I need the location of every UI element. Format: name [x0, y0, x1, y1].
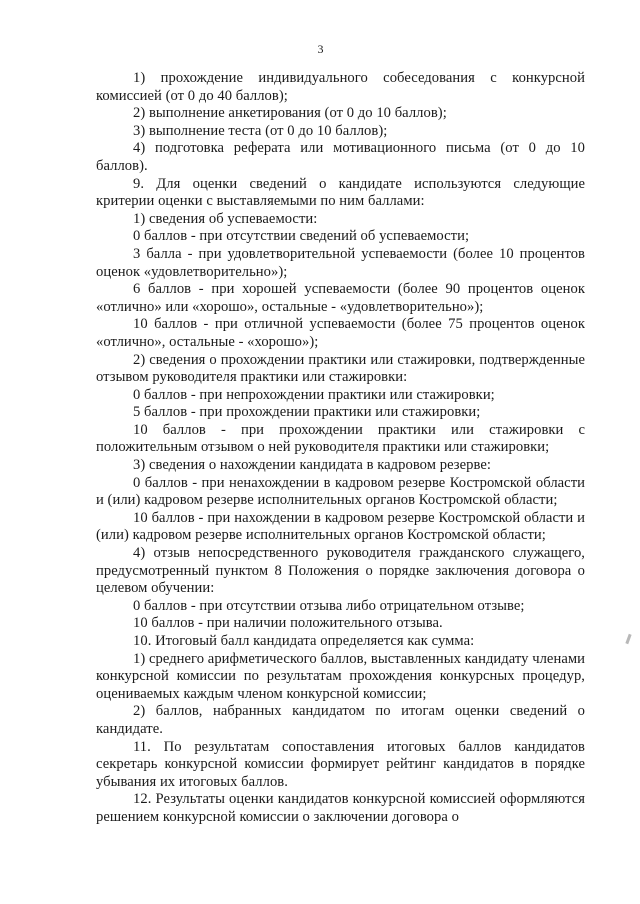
- paragraph-9-1: 1) сведения об успеваемости:: [133, 210, 318, 227]
- paragraph-11: 11. По результатам сопоставления итоговых баллов кандидатов секретарь конкурсной комиссии формирует рейтинг кандидатов в порядке убывания их итоговых баллов.: [96, 738, 585, 790]
- paragraph-9-4-a: 0 баллов - при отсутствии отзыва либо отрицательном отзыве;: [133, 597, 525, 614]
- page-number: 3: [317, 42, 324, 56]
- paragraph-9-2-b: 5 баллов - при прохождении практики или стажировки;: [133, 404, 481, 421]
- paragraph-10-1: 1) среднего арифметического баллов, выставленных кандидату членами конкурсной комиссии по результатам прохождения конкурсных процедур, оцениваемых каждым членом конкурсной комиссии;: [96, 650, 585, 702]
- paragraph-9-4: 4) отзыв непосредственного руководителя гражданского служащего, предусмотренный пунктом 8 Положения о порядке заключения договора о целевом обучении:: [96, 545, 585, 597]
- scan-mark: [625, 634, 631, 644]
- paragraph-9-1-d: 10 баллов - при отличной успеваемости (более 75 процентов оценок «отлично», остальные - «хорошо»);: [96, 316, 585, 350]
- paragraph-9: 9. Для оценки сведений о кандидате используются следующие критерии оценки с выставляемыми по ним баллами:: [96, 175, 585, 210]
- paragraph-1-3: 3) выполнение теста (от 0 до 10 баллов);: [133, 122, 388, 139]
- paragraph-9-2-c: 10 баллов - при прохождении практики или стажировки с положительным отзывом о ней руководителя практики или стажировки;: [96, 421, 585, 456]
- paragraph-1-1: 1) прохождение индивидуального собеседования с конкурсной комиссией (от 0 до 40 баллов);: [96, 70, 585, 104]
- paragraph-9-1-a: 0 баллов - при отсутствии сведений об успеваемости;: [133, 228, 470, 245]
- paragraph-9-3: 3) сведения о нахождении кандидата в кадровом резерве:: [133, 457, 491, 474]
- paragraph-9-3-a: 0 баллов - при ненахождении в кадровом резерве Костромской области и (или) кадровом резерве исполнительных органов Костромской области;: [96, 474, 585, 509]
- paragraph-12: 12. Результаты оценки кандидатов конкурсной комиссией оформляются решением конкурсной комиссии о заключении договора о: [96, 791, 585, 825]
- paragraph-9-3-b: 10 баллов - при нахождении в кадровом резерве Костромской области и (или) кадровом резерве исполнительных органов Костромской области;: [96, 509, 585, 544]
- paragraph-9-1-b: 3 балла - при удовлетворительной успеваемости (более 10 процентов оценок «удовлетворительно»);: [96, 245, 585, 280]
- paragraph-9-2: 2) сведения о прохождении практики или стажировки, подтвержденные отзывом руководителя практики или стажировки:: [96, 351, 585, 386]
- paragraph-9-4-b: 10 баллов - при наличии положительного отзыва.: [133, 615, 443, 632]
- paragraph-10: 10. Итоговый балл кандидата определяется как сумма:: [133, 633, 475, 649]
- paragraph-1-4: 4) подготовка реферата или мотивационного письма (от 0 до 10 баллов).: [96, 140, 585, 174]
- paragraph-1-2: 2) выполнение анкетирования (от 0 до 10 баллов);: [133, 105, 447, 122]
- paragraph-9-2-a: 0 баллов - при непрохождении практики или стажировки;: [133, 386, 495, 403]
- paragraph-10-2: 2) баллов, набранных кандидатом по итогам оценки сведений о кандидате.: [96, 703, 585, 737]
- paragraph-9-1-c: 6 баллов - при хорошей успеваемости (более 90 процентов оценок «отлично» или «хорошо», остальные - «удовлетворительно»);: [96, 281, 585, 315]
- document-body: [96, 70, 585, 827]
